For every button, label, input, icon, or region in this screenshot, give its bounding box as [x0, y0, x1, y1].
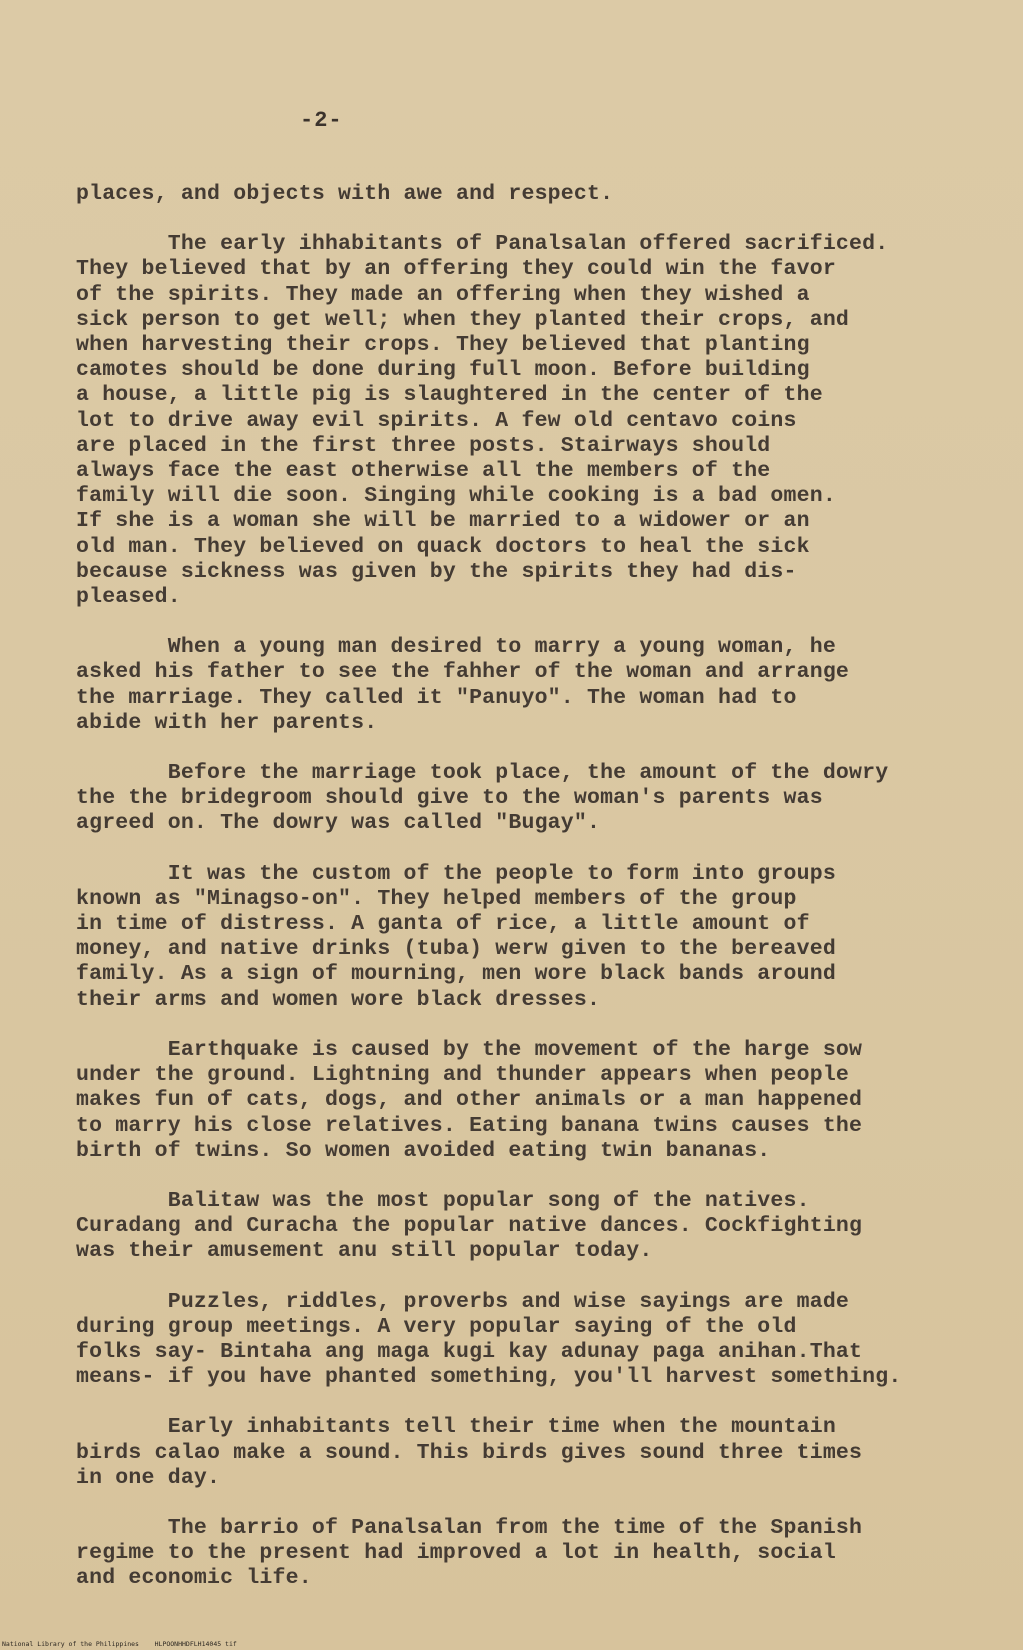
paragraph-earthquake-beliefs: Earthquake is caused by the movement of the harge sow under the ground. Lightning and thunder appears when people makes fun of cats, dogs, and other animals or a man happened to marry his close relatives. Eating banana twins causes the birth of twins. So women avoided eating twin bananas. [76, 1037, 863, 1163]
archive-footer: National Library of the Philippines HLPOONHHDFLH14045 tif [2, 1640, 237, 1648]
paragraph-continuation: places, and objects with awe and respect. [76, 182, 614, 206]
paragraph-courtship-panuyo: When a young man desired to marry a young woman, he asked his father to see the fahher of the woman and arrange the marriage. They called it "Panuyo". The woman had to abide with her parents. [76, 635, 850, 735]
document-body [76, 182, 1016, 1617]
paragraph-barrio-improvement: The barrio of Panalsalan from the time of the Spanish regime to the present had improved a lot in health, social and economic life. [76, 1515, 863, 1591]
paragraph-songs-dances: Balitaw was the most popular song of the natives. Curadang and Curacha the popular native dances. Cockfighting was their amusement anu still popular today. [76, 1188, 863, 1264]
paragraph-sayings: Puzzles, riddles, proverbs and wise sayings are made during group meetings. A very popular saying of the old folks say- Bintaha ang maga kugi kay adunay paga anihan.That means- if you have phanted something, you'll harvest something. [76, 1289, 902, 1390]
paragraph-sacrifices-and-beliefs: The early ihhabitants of Panalsalan offered sacrificed. They believed that by an offering they could win the favor of the spirits. They made an offering when they wished a sick person to get well; when they planted their crops, and when harvesting their crops. They believed that planting camotes should be done during full moon. Before building a house, a little pig is slaughtered in the center of the lot to drive away evil spirits. A few old centavo coins are placed in the first three posts. Stairways should always face the east otherwise all the members of the family will die soon. Singing while cooking is a bad omen. If she is a woman she will be married to a widower or an old man. They believed on quack doctors to heal the sick because sickness was given by the spirits they had dis- pleased. [76, 232, 889, 610]
paragraph-minagso-on: It was the custom of the people to form into groups known as "Minagso-on". They helped members of the group in time of distress. A ganta of rice, a little amount of money, and native drinks (tuba) werw given to the bereaved family. As a sign of mourning, men wore black bands around their arms and women wore black dresses. [76, 861, 836, 1012]
page-number: -2- [300, 108, 343, 133]
paragraph-dowry-bugay: Before the marriage took place, the amount of the dowry the the bridegroom should give to the woman's parents was agreed on. The dowry was called "Bugay". [76, 761, 889, 836]
paragraph-time-telling: Early inhabitants tell their time when the mountain birds calao make a sound. This birds gives sound three times in one day. [76, 1415, 863, 1490]
